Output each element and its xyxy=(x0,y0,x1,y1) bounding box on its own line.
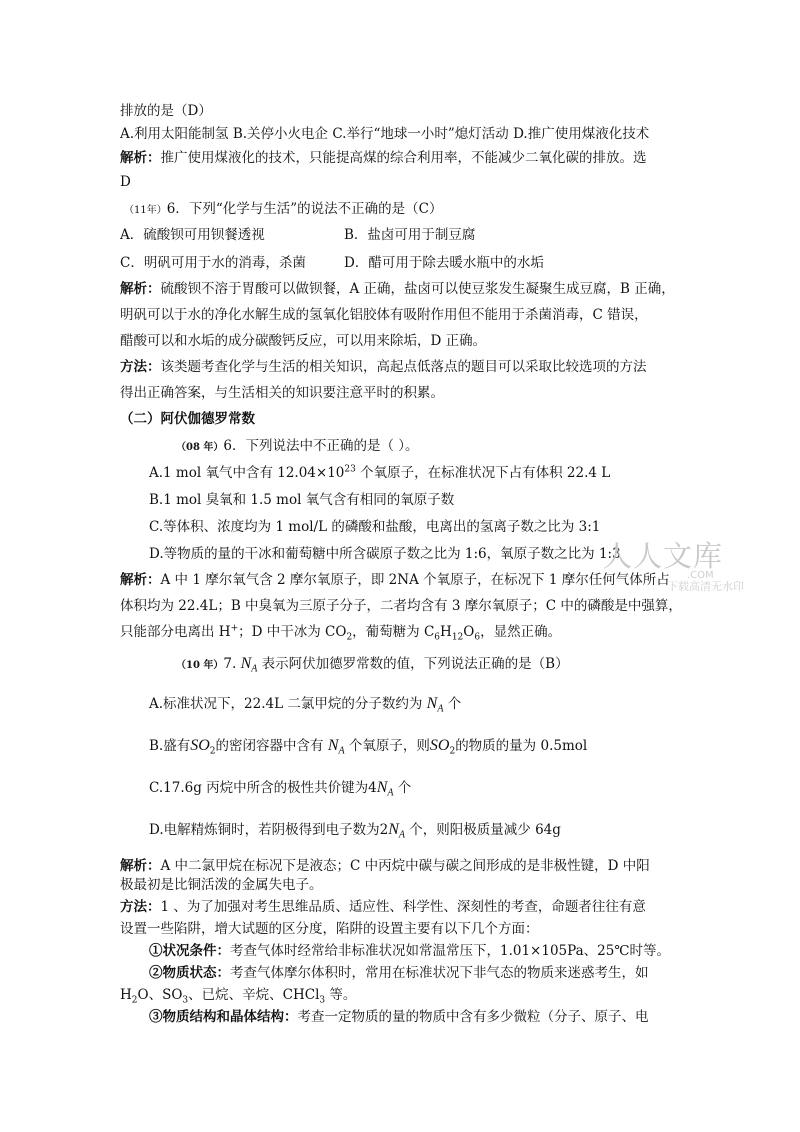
question-08: （08 年）6．下列说法中不正确的是（ ）。 xyxy=(176,438,419,454)
text-line: 排放的是（D） xyxy=(120,103,212,119)
watermark-logo-text: 人人文库 xyxy=(603,539,724,573)
question-6: （11年）6．下列“化学与生活”的说法不正确的是（C） xyxy=(124,201,443,217)
method-line: 方法：该类题考查化学与生活的相关知识，高起点低落点的题目可以采取比较选项的方法 xyxy=(120,359,647,375)
text-line: A.利用太阳能制氢 B.关停小火电企 C.举行“地球一小时”熄灯活动 D.推广使用煤液化技术 xyxy=(120,126,650,142)
analysis-line: 醋酸可以和水垢的成分碳酸钙反应，可以用来除垢，D 正确。 xyxy=(120,333,487,349)
analysis-line: 只能部分电离出 H+；D 中干冰为 $CO_2$，葡萄糖为 $C_6H_{12}O_6$，显然正确。 xyxy=(120,623,562,643)
analysis-line: 极最初是比铜活泼的金属失电子。 xyxy=(120,877,323,893)
analysis-line: 明矾可以于水的净化水解生成的氢氧化铝胶体有吸附作用但不能用于杀菌消毒，C 错误， xyxy=(120,307,648,323)
watermark-com: .COM xyxy=(687,570,714,581)
method-point-2-cont: $H_2O$、$SO_3$、已烷、辛烷、CHCl$_3$ 等。 xyxy=(120,987,357,1006)
method-point-3: ③物质结构和晶体结构：考查一定物质的量的物质中含有多少微粒（分子、原子、电 xyxy=(149,1009,649,1025)
option-c: C.等体积、浓度均为 1 mol/L 的磷酸和盐酸，电离出的氢离子数之比为 3:1 xyxy=(149,519,601,535)
analysis-line: 解析：A 中 1 摩尔氧气含 2 摩尔氧原子，即 2NA 个氧原子，在标况下 1 摩尔任何气体所占 xyxy=(120,572,670,588)
option-d: D.电解精炼铜时，若阴极得到电子数为$2N_A$ 个，则阳极质量减少 64g xyxy=(149,821,561,841)
section-heading: （二）阿伏伽德罗常数 xyxy=(120,411,255,427)
option-d: D．醋可用于除去暖水瓶中的水垢 xyxy=(344,255,544,271)
option-d: D.等物质的量的干冰和葡萄糖中所含碳原子数之比为 1:6，氧原子数之比为 1:3 xyxy=(149,546,621,562)
method-line: 得出正确答案，与生活相关的知识要注意平时的积累。 xyxy=(120,385,444,401)
analysis-line: 解析：A 中二氯甲烷在标况下是液态；C 中丙烷中碳与碳之间形成的是非极性键，D 中阳 xyxy=(120,858,650,874)
option-b: B.1 mol 臭氧和 1.5 mol 氧气含有相同的氧原子数 xyxy=(149,492,455,508)
text-line: D xyxy=(120,174,131,190)
method-point-2: ②物质状态：考查气体摩尔体积时，常用在标准状况下非气态的物质来迷惑考生，如 xyxy=(149,965,649,981)
analysis-line: 解析：硫酸钡不溶于胃酸可以做钡餐，A 正确，盐卤可以使豆浆发生凝聚生成豆腐，B 正确， xyxy=(120,281,675,297)
option-a: A.1 mol 氧气中含有 $12.04\times 10^{23}$ 个氧原子，在标准状况下占有体积 22.4 L xyxy=(149,464,611,481)
option-c: C．明矾可用于水的消毒，杀菌 xyxy=(120,255,306,271)
watermark-subtitle: 下载高清无水印 xyxy=(667,580,744,593)
option-b: B．盐卤可用于制豆腐 xyxy=(344,227,476,243)
option-b: B.盛有$SO_2$的密闭容器中含有 $N_A$ 个氧原子，则$SO_2$的物质的量为 0.5mol xyxy=(149,737,588,757)
analysis-line: 解析：推广使用煤液化的技术，只能提高煤的综合利用率，不能减少二氧化碳的排放。选 xyxy=(120,150,647,166)
option-c: C.17.6g 丙烷中所含的极性共价键为$4N_A$ 个 xyxy=(149,779,412,799)
analysis-line: 体积均为 22.4L；B 中臭氧为三原子分子，二者均含有 3 摩尔氧原子；C 中的磷酸是中强算， xyxy=(120,598,682,614)
question-10: （10 年）7. $N_A$ 表示阿伏加德罗常数的值，下列说法正确的是（B） xyxy=(176,655,569,675)
option-a: A．硫酸钡可用钡餐透视 xyxy=(120,227,265,243)
method-line: 设置一些陷阱，增大试题的区分度，陷阱的设置主要有以下几个方面： xyxy=(120,921,539,937)
method-line: 方法：1 、为了加强对考生思维品质、适应性、科学性、深刻性的考查，命题者往往有意 xyxy=(120,899,646,915)
option-a: A.标准状况下，22.4L 二氯甲烷的分子数约为 $N_A$ 个 xyxy=(149,695,462,715)
method-point-1: ①状况条件：考查气体时经常给非标准状况如常温常压下，1.01×105Pa、25℃时等。 xyxy=(149,943,670,959)
